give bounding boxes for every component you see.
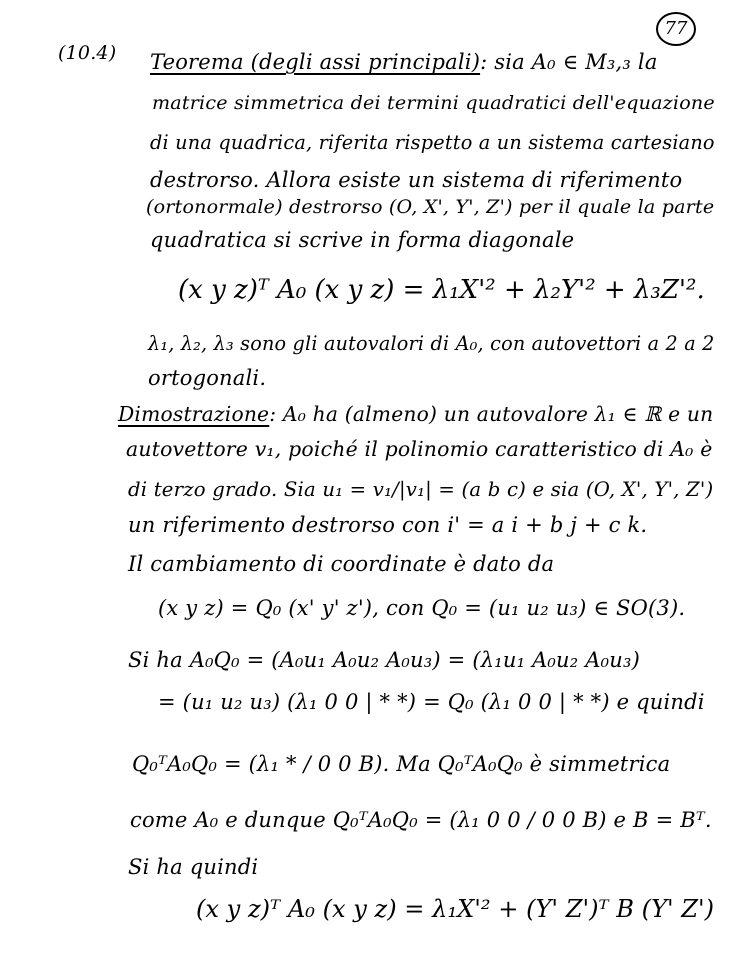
theorem-line-1 <box>150 50 658 74</box>
proof-line-9: Q₀ᵀA₀Q₀ = (λ₁ * / 0 0 B). Ma Q₀ᵀA₀Q₀ è simmetrica <box>132 752 671 776</box>
proof-line-1 <box>118 402 713 426</box>
proof-line-5: Il cambiamento di coordinate è dato da <box>128 552 555 576</box>
theorem-line-3: di una quadrica, riferita rispetto a un sistema cartesiano <box>150 131 715 154</box>
page-number: 77 <box>656 12 696 46</box>
proof-line-2: autovettore v₁, poiché il polinomio caratteristico di A₀ è <box>126 437 713 461</box>
proof-line-7: Si ha A₀Q₀ = (A₀u₁ A₀u₂ A₀u₃) = (λ₁u₁ A₀u₂ A₀u₃) <box>128 648 640 672</box>
theorem-line-7: λ₁, λ₂, λ₃ sono gli autovalori di A₀, con autovettori a 2 a 2 <box>148 332 715 355</box>
theorem-line-4: destrorso. Allora esiste un sistema di riferimento <box>150 168 683 192</box>
theorem-formula: (x y z)ᵀ A₀ (x y z) = λ₁X'² + λ₂Y'² + λ₃Z'². <box>178 275 705 305</box>
proof-line-6: (x y z) = Q₀ (x' y' z'), con Q₀ = (u₁ u₂ u₃) ∈ SO(3). <box>158 596 686 620</box>
proof-line-1-rest: : A₀ ha (almeno) un autovalore λ₁ ∈ ℝ e un <box>269 402 714 426</box>
proof-heading: Dimostrazione <box>118 402 270 426</box>
proof-formula: (x y z)ᵀ A₀ (x y z) = λ₁X'² + (Y' Z')ᵀ B (Y' Z') <box>196 895 715 923</box>
theorem-line-5: (ortonormale) destrorso (O, X', Y', Z') per il quale la parte <box>146 196 715 218</box>
theorem-heading: Teorema (degli assi principali) <box>150 50 481 74</box>
theorem-line-8: ortogonali. <box>148 366 267 390</box>
theorem-line-2: matrice simmetrica dei termini quadratici dell'equazione <box>152 92 715 114</box>
theorem-line-6: quadratica si scrive in forma diagonale <box>150 228 575 252</box>
theorem-line-1-rest: : sia A₀ ∈ M₃,₃ la <box>480 50 658 74</box>
section-label: (10.4) <box>58 42 117 64</box>
proof-line-11: Si ha quindi <box>128 855 259 879</box>
proof-line-3: di terzo grado. Sia u₁ = v₁/|v₁| = (a b c) e sia (O, X', Y', Z') <box>128 478 714 501</box>
proof-line-8: = (u₁ u₂ u₃) (λ₁ 0 0 | * *) = Q₀ (λ₁ 0 0 | * *) e quindi <box>158 690 705 714</box>
proof-line-4: un riferimento destrorso con i' = a i + b j + c k. <box>128 513 648 537</box>
proof-line-10: come A₀ e dunque Q₀ᵀA₀Q₀ = (λ₁ 0 0 / 0 0 B) e B = Bᵀ. <box>130 808 712 832</box>
